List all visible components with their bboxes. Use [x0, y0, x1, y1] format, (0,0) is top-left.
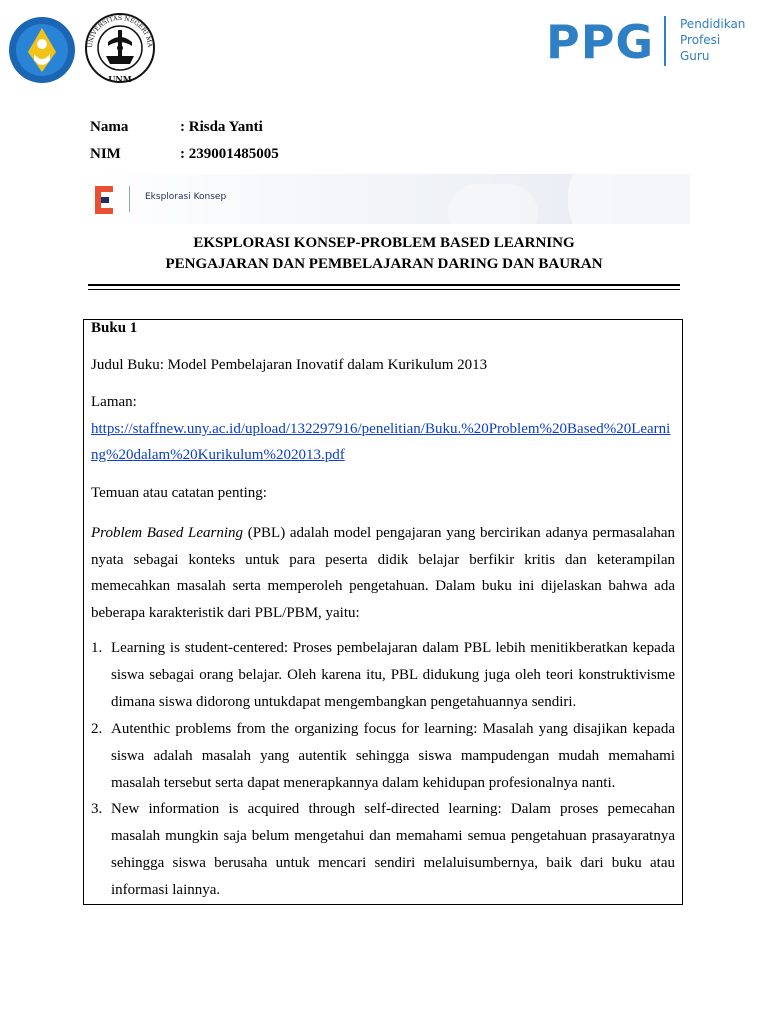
- banner-decoration: [448, 184, 538, 224]
- intro-paragraph: [91, 520, 675, 626]
- title-rule: [88, 284, 680, 286]
- unm-seal-text: UNIVERSITAS NEGERI MA: [86, 14, 154, 49]
- banner-divider: [129, 186, 130, 212]
- laman-label: Laman:: [91, 394, 137, 410]
- list-item-line: informasi lainnya.: [111, 882, 221, 898]
- list-item-line: Learning is student-centered: Proses pembelajaran dalam PBL lebih menitikberatkan kepada: [111, 640, 675, 656]
- list-item-line: siswa sebagai orang belajar. Oleh karena itu, PBL didukung juga oleh teori konstruktivisme: [111, 667, 675, 683]
- ppg-subtitle: [680, 16, 745, 64]
- eksplorasi-banner: [88, 174, 690, 224]
- list-item-line: sehingga siswa berusaha untuk mencari sendiri melaluisumbernya, baik dari buku atau: [111, 855, 675, 871]
- ppg-sub-line: Guru: [680, 49, 710, 63]
- intro-line: memecahkan masalah serta memperoleh pengetahuan. Dalam buku ini dijelaskan bahwa ada: [91, 578, 675, 594]
- ppg-divider: [664, 16, 666, 66]
- nim-label: NIM: [90, 146, 121, 162]
- name-value: : Risda Yanti: [180, 119, 263, 135]
- list-item-line: siswa adalah masalah yang autentik sehingga siswa mampudengan mudah memahami: [111, 748, 675, 764]
- list-item-line: Autenthic problems from the organizing focus for learning: Masalah yang disajikan kepada: [111, 721, 675, 737]
- list-item-number: 1.: [91, 640, 103, 656]
- list-item-number: 2.: [91, 721, 103, 737]
- banner-label: Eksplorasi Konsep: [145, 192, 227, 202]
- title-rule: [88, 289, 680, 290]
- banner-decoration: [568, 174, 690, 224]
- e-logo-icon: [95, 186, 115, 214]
- notes-label: Temuan atau catatan penting:: [91, 485, 267, 501]
- book-heading: Buku 1: [91, 320, 138, 336]
- list-item-number: 3.: [91, 801, 103, 817]
- ppg-sub-line: Profesi: [680, 33, 721, 47]
- kemdikbud-logo: [8, 14, 76, 86]
- intro-line: (PBL) adalah model pengajaran yang bercirikan adanya permasalahan: [243, 525, 676, 541]
- list-item-line: dimana siswa didorong untukdapat mengembangkan pengetahuannya sendiri.: [111, 694, 577, 710]
- book-url-link[interactable]: ng%20dalam%20Kurikulum%202013.pdf: [91, 447, 345, 463]
- list-item-line: masalah tersebut serta dapat menerapkannya dalam kehidupan profesionalnya nanti.: [111, 775, 616, 791]
- intro-line: beberapa karakteristik dari PBL/PBM, yaitu:: [91, 604, 360, 621]
- unm-abbrev: UNM: [108, 74, 132, 84]
- content-box: [83, 319, 683, 905]
- page-title-line1: EKSPLORASI KONSEP-PROBLEM BASED LEARNING: [193, 235, 575, 251]
- intro-italic: Problem Based Learning: [91, 525, 244, 541]
- ppg-logo: [546, 14, 746, 70]
- list-item-line: New information is acquired through self-directed learning: Dalam proses pemecahan: [111, 801, 675, 817]
- ppg-sub-line: Pendidikan: [680, 17, 746, 31]
- intro-line: nyata sebagai konteks untuk para peserta didik belajar berfikir kritis dan keterampilan: [91, 551, 675, 568]
- ppg-logo-text: PPG: [546, 15, 655, 69]
- list-item-line: masalah mungkin saja belum mengetahui dan memahami semua pengetahuan prasayaratnya: [111, 828, 675, 844]
- nim-value: : 239001485005: [180, 146, 279, 162]
- page-title-line2: PENGAJARAN DAN PEMBELAJARAN DARING DAN BAURAN: [165, 256, 603, 272]
- name-label: Nama: [90, 119, 129, 135]
- unm-seal-logo: [84, 12, 156, 88]
- book-url-link[interactable]: https://staffnew.uny.ac.id/upload/132297916/penelitian/Buku.%20Problem%20Based%20Learni: [91, 421, 671, 437]
- book-title: Judul Buku: Model Pembelajaran Inovatif dalam Kurikulum 2013: [91, 357, 488, 373]
